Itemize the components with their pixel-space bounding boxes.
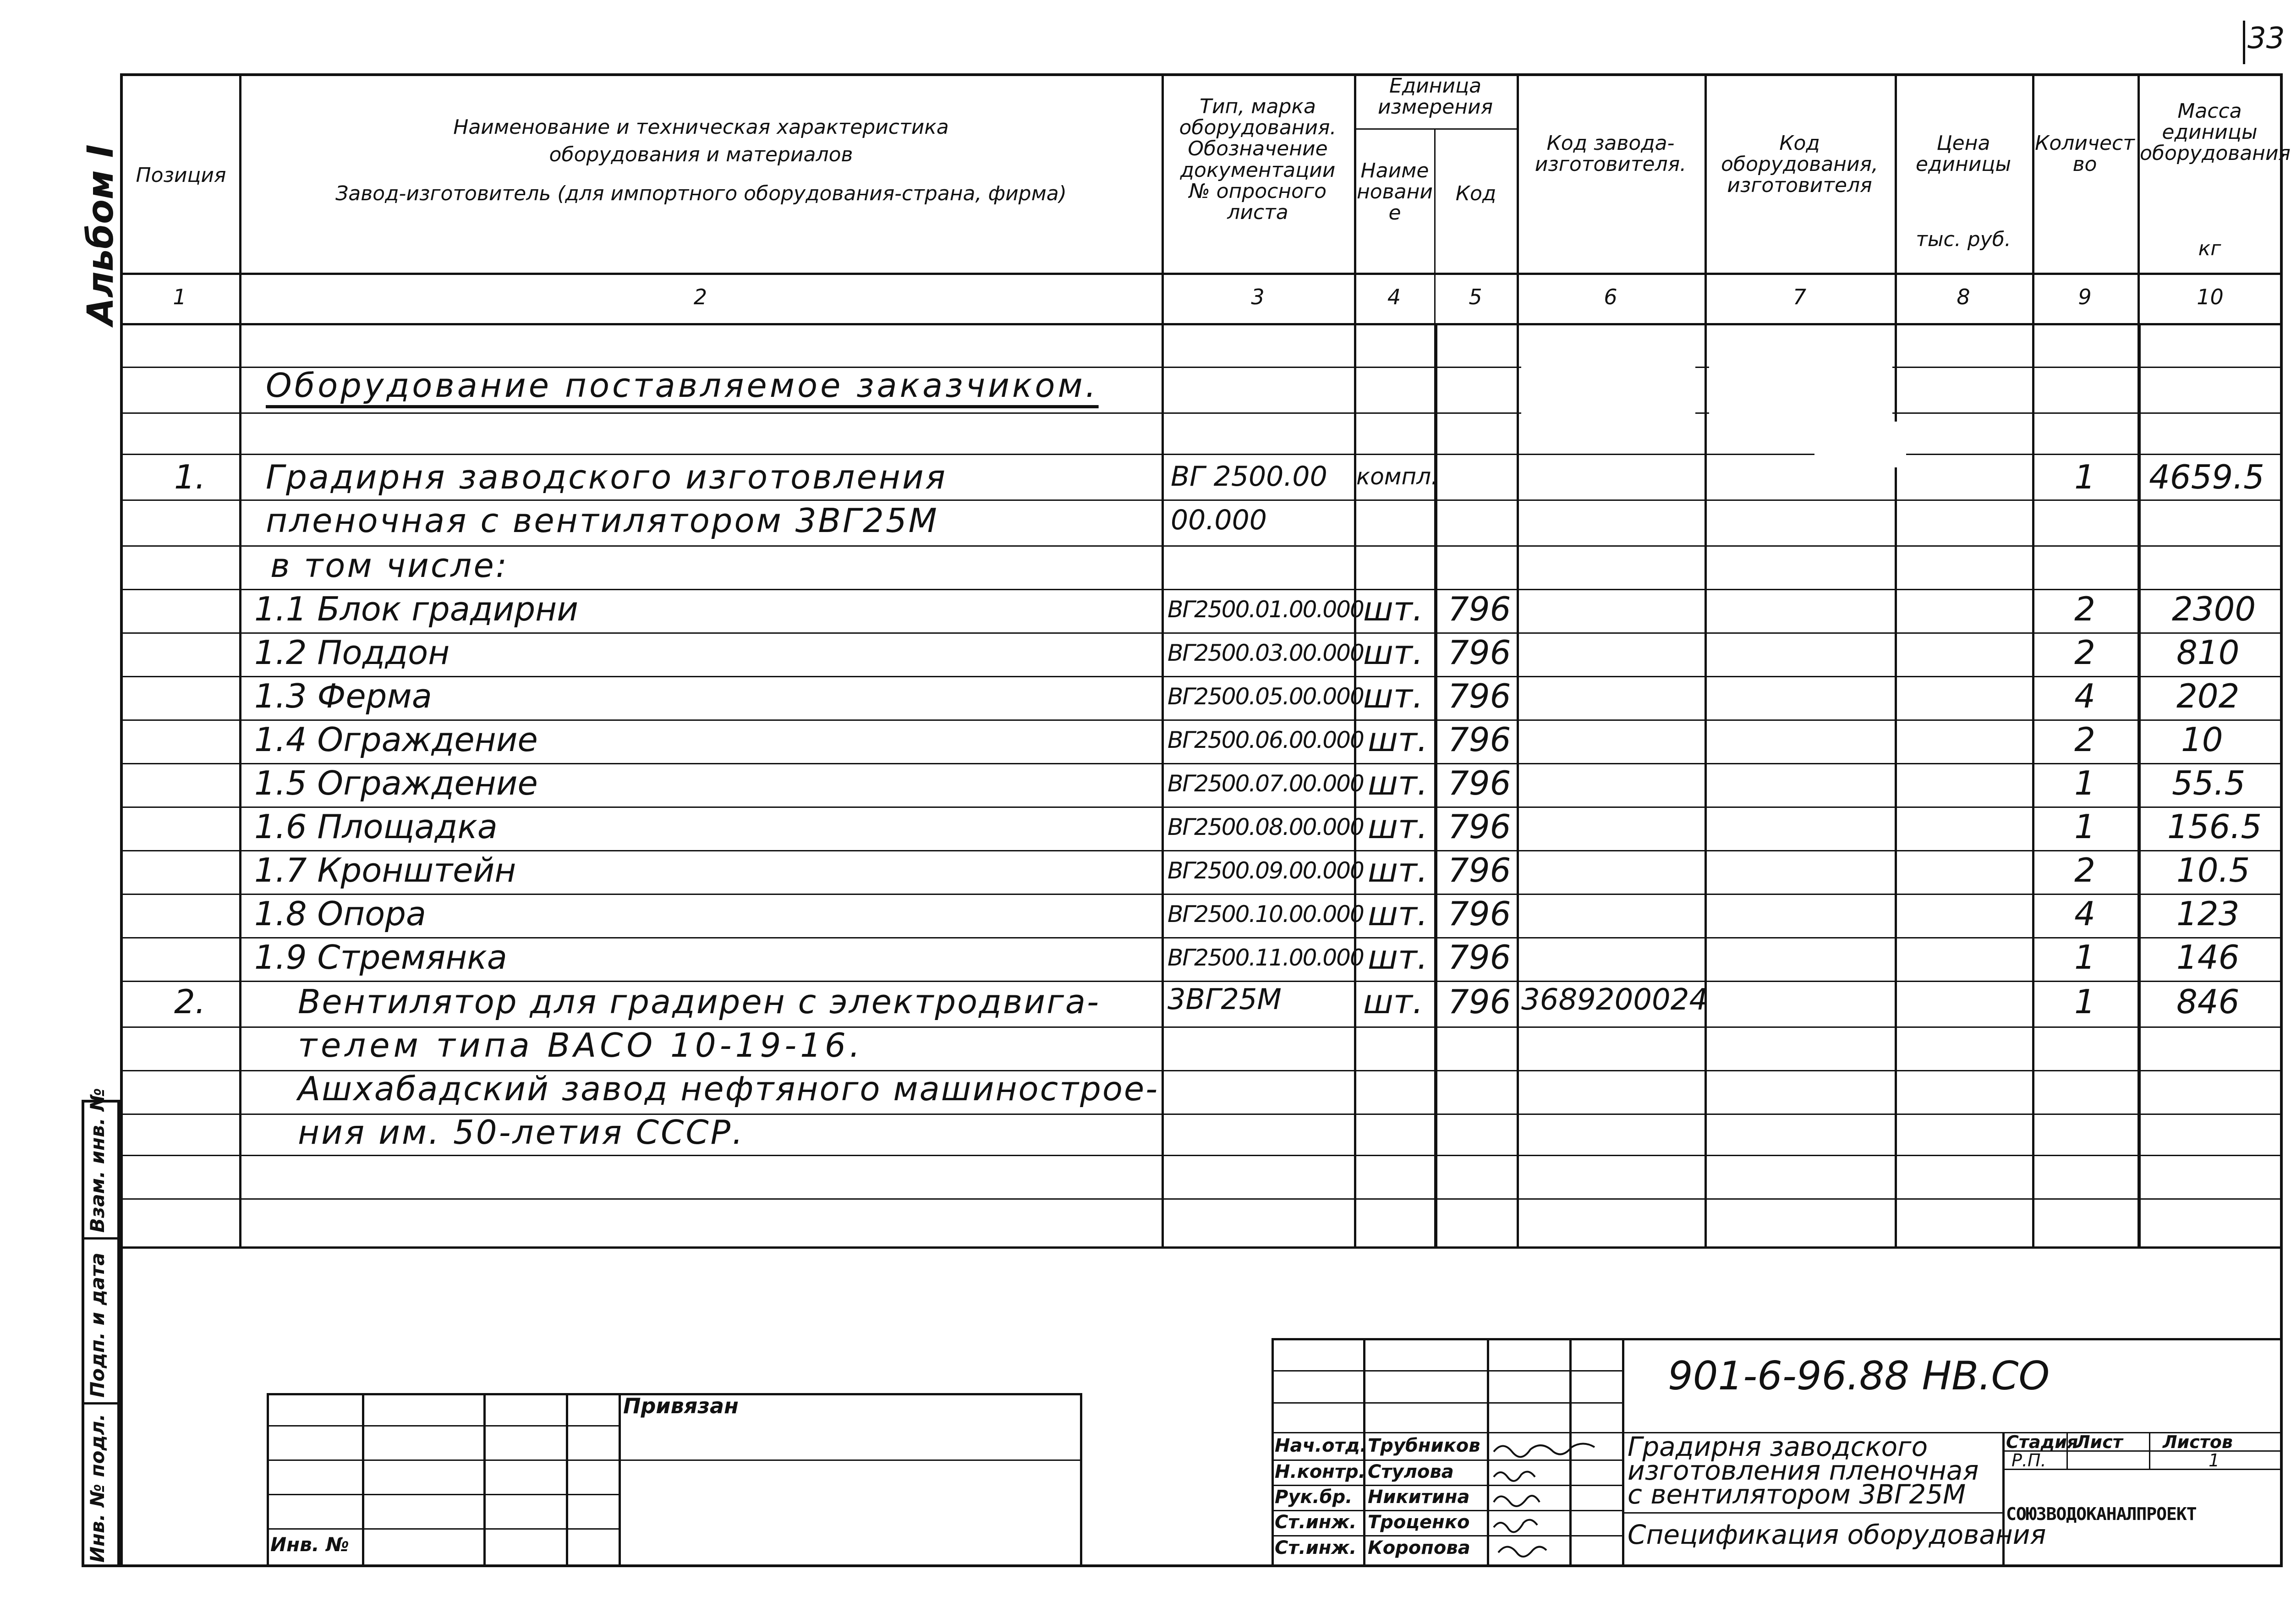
row-code: 796 [1448,982,1511,1021]
signer-role: Ст.инж. [1275,1537,1357,1558]
row-mass: 146 [2176,938,2240,977]
stage-value: Р.П. [2011,1450,2046,1470]
signer-name: Троценко [1368,1512,1470,1533]
signer-name: Трубников [1368,1435,1480,1456]
row-name: Вентилятор для градирен с электродвига- [298,982,1101,1021]
row-mass: 156.5 [2167,807,2262,846]
header-name-3: Завод-изготовитель (для импортного оборудования-страна, фирма) [335,182,1067,205]
row-unit: шт. [1363,590,1423,628]
row-type: ВГ 2500.00 [1171,461,1327,493]
row-code: 796 [1448,938,1511,977]
row-name: 1.4 Ограждение [254,720,538,759]
row-mass: 202 [2176,677,2240,715]
row-name: Ашхабадский завод нефтяного машинострое- [298,1070,1159,1108]
row-name: 1.2 Поддон [254,633,450,672]
row-name: 1.9 Стремянка [254,938,507,977]
signatures [1489,1433,1622,1566]
object-title-3: с вентилятором 3ВГ25М [1628,1479,1966,1510]
privyazan-label: Привязан [623,1394,739,1418]
col-number: 10 [2197,285,2224,309]
header-price-unit: тыс. руб. [1916,228,2011,251]
doc-code: 901-6-96.88 НВ.СО [1668,1353,2050,1399]
header-factory-code: Код завода-изготовителя. [1535,132,1687,176]
signer-role: Ст.инж. [1275,1512,1357,1533]
sheets-value: 1 [2209,1450,2220,1470]
col-number: 3 [1251,285,1265,309]
row-type: 00.000 [1171,504,1267,536]
header-mass: Масса единицы оборудования [2140,99,2291,165]
row-name: 1.3 Ферма [254,677,432,715]
row-unit: шт. [1363,982,1423,1021]
row-name: ния им. 50-летия СССР. [298,1113,745,1152]
org-name: СОЮЗВОДОКАНАЛПРОЕКТ [2006,1504,2197,1524]
row-mass: 810 [2176,633,2240,672]
header-name-1: Наименование и техническая характеристика [453,115,949,139]
row-name: 1.1 Блок градирни [254,590,579,628]
row-type: ВГ2500.01.00.000 [1167,596,1364,623]
header-name-2: оборудования и материалов [549,143,853,166]
row-unit: шт. [1363,633,1423,672]
row-name: в том числе: [270,546,509,585]
col-number: 6 [1604,285,1617,309]
row-unit: компл. [1356,463,1439,490]
privyazan-block [267,1393,1082,1567]
col-number: 7 [1792,285,1807,309]
row-code: 796 [1448,894,1511,933]
row-code: 796 [1448,590,1511,628]
row-mass: 846 [2176,982,2240,1021]
row-qty: 4 [2074,894,2095,933]
signer-name: Стулова [1368,1461,1454,1482]
row-qty: 1 [2074,807,2095,846]
col-number: 2 [693,285,707,309]
row-name: 1.5 Ограждение [254,764,538,802]
row-qty: 1 [2074,458,2095,496]
row-qty: 1 [2074,938,2095,977]
col-number: 8 [1957,285,1970,309]
row-name: телем типа ВАСО 10-19-16. [298,1026,864,1064]
row-unit: шт. [1368,851,1428,889]
row-unit: шт. [1368,764,1428,802]
side-inv-podl: Инв. № подл. [86,1414,109,1563]
signer-name: Никитина [1368,1487,1470,1508]
row-unit: шт. [1368,938,1428,977]
col-number: 5 [1469,285,1482,309]
header-mass-unit: кг [2198,237,2221,260]
col-number: 9 [2078,285,2092,309]
header-unit-code: Код [1455,182,1496,205]
row-code: 796 [1448,677,1511,715]
row-type: ВГ2500.09.00.000 [1167,857,1364,884]
signer-role: Нач.отд. [1275,1435,1367,1456]
row-qty: 1 [2074,764,2095,802]
side-vzam: Взам. инв. № [86,1088,109,1233]
row-type: ВГ2500.07.00.000 [1167,770,1364,797]
row-code: 796 [1448,720,1511,759]
header-position: Позиция [136,164,226,187]
row-mass: 10 [2181,720,2223,759]
object-title-1: Градирня заводского [1628,1431,1928,1462]
row-unit: шт. [1368,720,1428,759]
row-unit: шт. [1368,807,1428,846]
row-name: 1.6 Площадка [254,807,498,846]
header-unit-group: Единица измерения [1377,74,1493,119]
sheets-label: Листов [2163,1432,2233,1452]
side-podp-data: Подп. и дата [86,1252,109,1398]
row-type: ВГ2500.11.00.000 [1167,944,1364,971]
sheet-label: Лист [2076,1432,2123,1452]
row-type: ВГ2500.08.00.000 [1167,814,1364,840]
row-type: 3ВГ25М [1167,982,1282,1016]
header-price: Цена единицы [1915,132,2011,176]
row-type: ВГ2500.03.00.000 [1167,640,1364,666]
sheet-title: Спецификация оборудования [1628,1519,2046,1550]
row-mass: 123 [2176,894,2240,933]
row-name: 1.8 Опора [254,894,427,933]
signer-role: Рук.бр. [1275,1487,1353,1508]
row-mass: 55.5 [2172,764,2246,802]
signer-name: Коропова [1368,1537,1470,1558]
signer-role: Н.контр. [1275,1461,1365,1482]
col-number: 1 [173,285,186,309]
header-unit-name: Наименование [1357,159,1433,225]
col-number: 4 [1387,285,1401,309]
row-mass: 2300 [2172,590,2256,628]
page-number: 33 [2247,22,2285,55]
row-qty: 2 [2074,851,2095,889]
row-pos: 1. [174,458,206,496]
row-unit: шт. [1363,677,1423,715]
object-title-2: изготовления пленочная [1628,1455,1979,1486]
row-code: 796 [1448,851,1511,889]
row-name: пленочная с вентилятором 3ВГ25М [266,501,939,540]
row-name: Градирня заводского изготовления [266,458,947,496]
row-factory-code: 3689200024 [1521,983,1708,1017]
row-qty: 4 [2074,677,2095,715]
header-qty: Количество [2035,132,2135,176]
row-mass: 10.5 [2176,851,2250,889]
row-qty: 2 [2074,590,2095,628]
row-unit: шт. [1368,894,1428,933]
row-code: 796 [1448,633,1511,672]
row-type: ВГ2500.10.00.000 [1167,901,1364,927]
row-type: ВГ2500.06.00.000 [1167,727,1364,753]
row-mass: 4659.5 [2149,458,2264,496]
row-qty: 2 [2074,633,2095,672]
header-type: Тип, марка оборудования. Обозначение документации № опросного листа [1179,95,1337,224]
section-title: Оборудование поставляемое заказчиком. [266,366,1099,405]
stage-label: Стадия [2006,1432,2078,1452]
row-pos: 2. [174,982,206,1021]
row-qty: 1 [2074,982,2095,1021]
header-equip-code: Код оборудования, изготовителя [1721,132,1878,198]
inv-no-label: Инв. № [270,1533,349,1556]
row-type: ВГ2500.05.00.000 [1167,683,1364,710]
row-code: 796 [1448,807,1511,846]
album-label: Альбом I [80,144,121,325]
row-name: 1.7 Кронштейн [254,851,516,889]
row-code: 796 [1448,764,1511,802]
row-qty: 2 [2074,720,2095,759]
